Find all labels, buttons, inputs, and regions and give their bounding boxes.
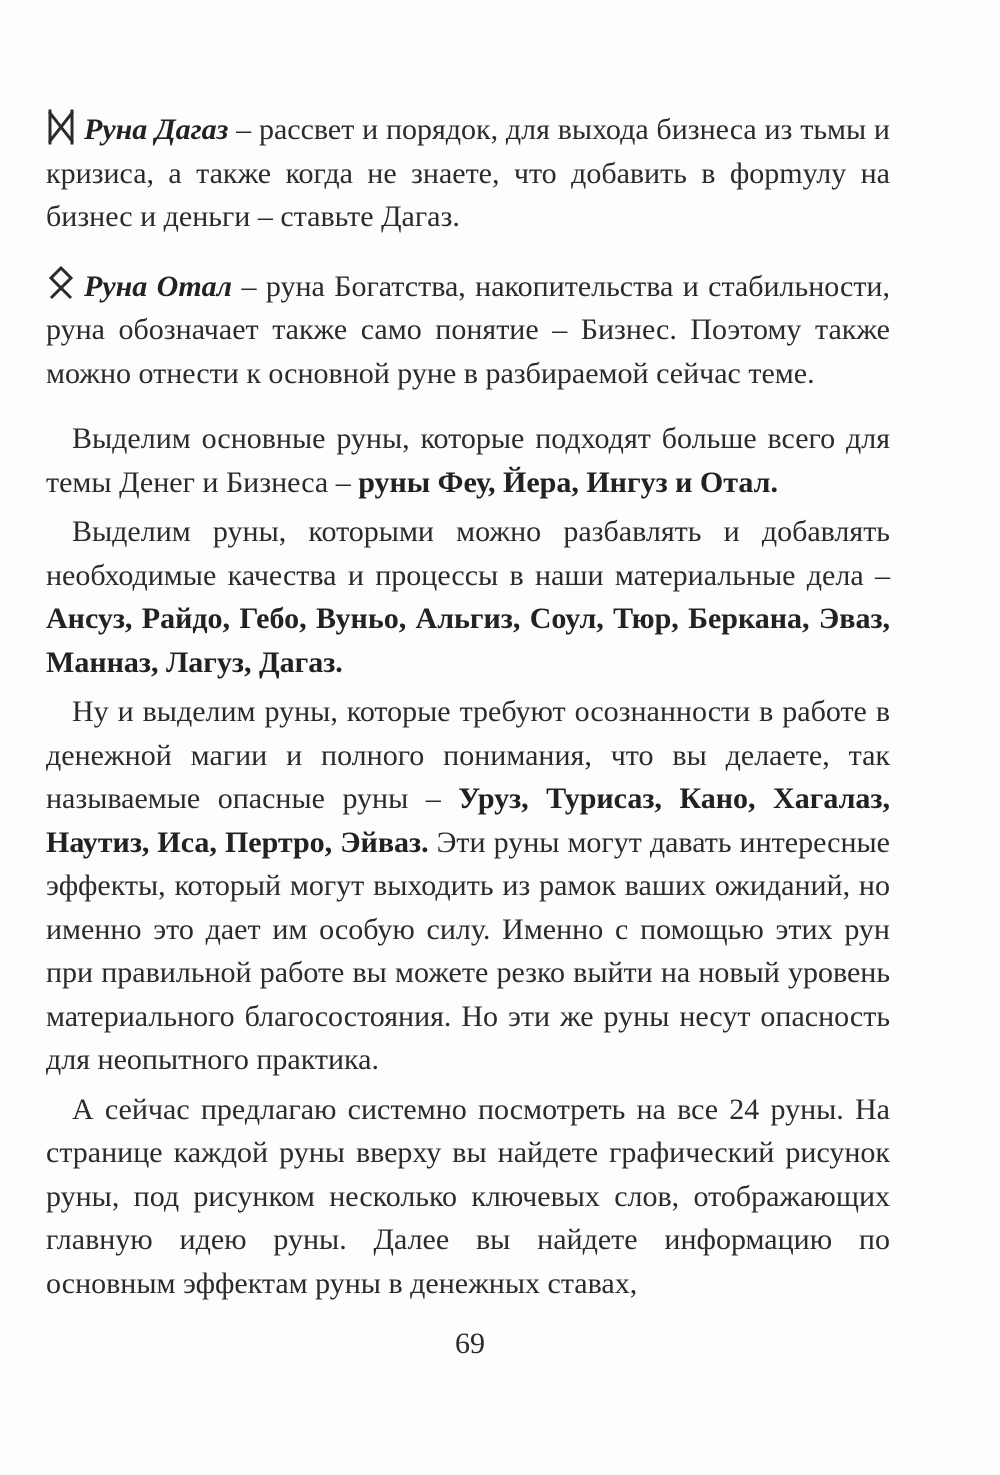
otal-description: – руна Богатства, накопительства и стабильности, руна обозначает также само понятие – Бизнес. Поэтому также можно отнести к основной руне в разбираемой сейчас теме. [46, 269, 890, 390]
dagaz-rune-name: Руна Дагаз [84, 113, 229, 146]
dilute-runes-paragraph [46, 510, 890, 684]
page-number-text: 69 [455, 1327, 485, 1360]
main-runes-text: Выделим основные руны, которые подходят больше всего для темы Денег и Бизнеса – [46, 422, 890, 499]
dangerous-runes-text-before: Ну и выделим руны, которые требуют осознанности в работе в денежной магии и полного понимания, что вы делаете, так называемые опасные руны – [46, 695, 890, 815]
otal-rune-name: Руна Отал [84, 269, 233, 303]
page-number [0, 1327, 1000, 1361]
page-content [46, 108, 890, 1305]
dagaz-paragraph [46, 108, 890, 239]
dangerous-runes-paragraph [46, 690, 890, 1082]
dilute-runes-list: Ансуз, Райдо, Гебо, Вуньо, Альгиз, Соул, Тюр, Беркана, Эваз, Манназ, Лагуз, Дагаз. [46, 602, 890, 679]
dagaz-rune-icon [46, 109, 76, 145]
overview-text: А сейчас предлагаю системно посмотреть на все 24 руны. На странице каждой руны вверху вы найдете графический рисунок руны, под рисунком несколько ключевых слов, отображающих главную идею руны. Далее вы найдете информацию по основным эффектам руны в денежных ставах, [46, 1092, 890, 1300]
main-runes-paragraph [46, 417, 890, 504]
main-runes-list: руны Феу, Йера, Ингуз и Отал. [358, 465, 778, 499]
dangerous-runes-text-after: Эти руны могут давать интересные эффекты, который могут выходить из рамок ваших ожиданий, но именно это дает им особую силу. Именно с помощью этих рун при правильной работе вы можете резко выйти на новый уровень материального благосостояния. Но эти же руны несут опасность для неопытного практика. [46, 825, 890, 1076]
dilute-runes-text: Выделим руны, которыми можно разбавлять и добавлять необходимые качества и процессы в наши материальные дела – [46, 515, 890, 592]
dagaz-description: – рассвет и порядок, для выхода бизнеса из тьмы и кризиса, а также когда не знаете, что добавить в форmулу на бизнес и деньги – ставьте Дагаз. [46, 113, 890, 233]
otal-rune-icon [46, 266, 76, 302]
dangerous-runes-list: Уруз, Турисаз, Кано, Хагалаз, Наутиз, Иса, Пертро, Эйваз. [46, 782, 890, 859]
overview-paragraph [46, 1088, 890, 1306]
otal-paragraph [46, 265, 890, 396]
